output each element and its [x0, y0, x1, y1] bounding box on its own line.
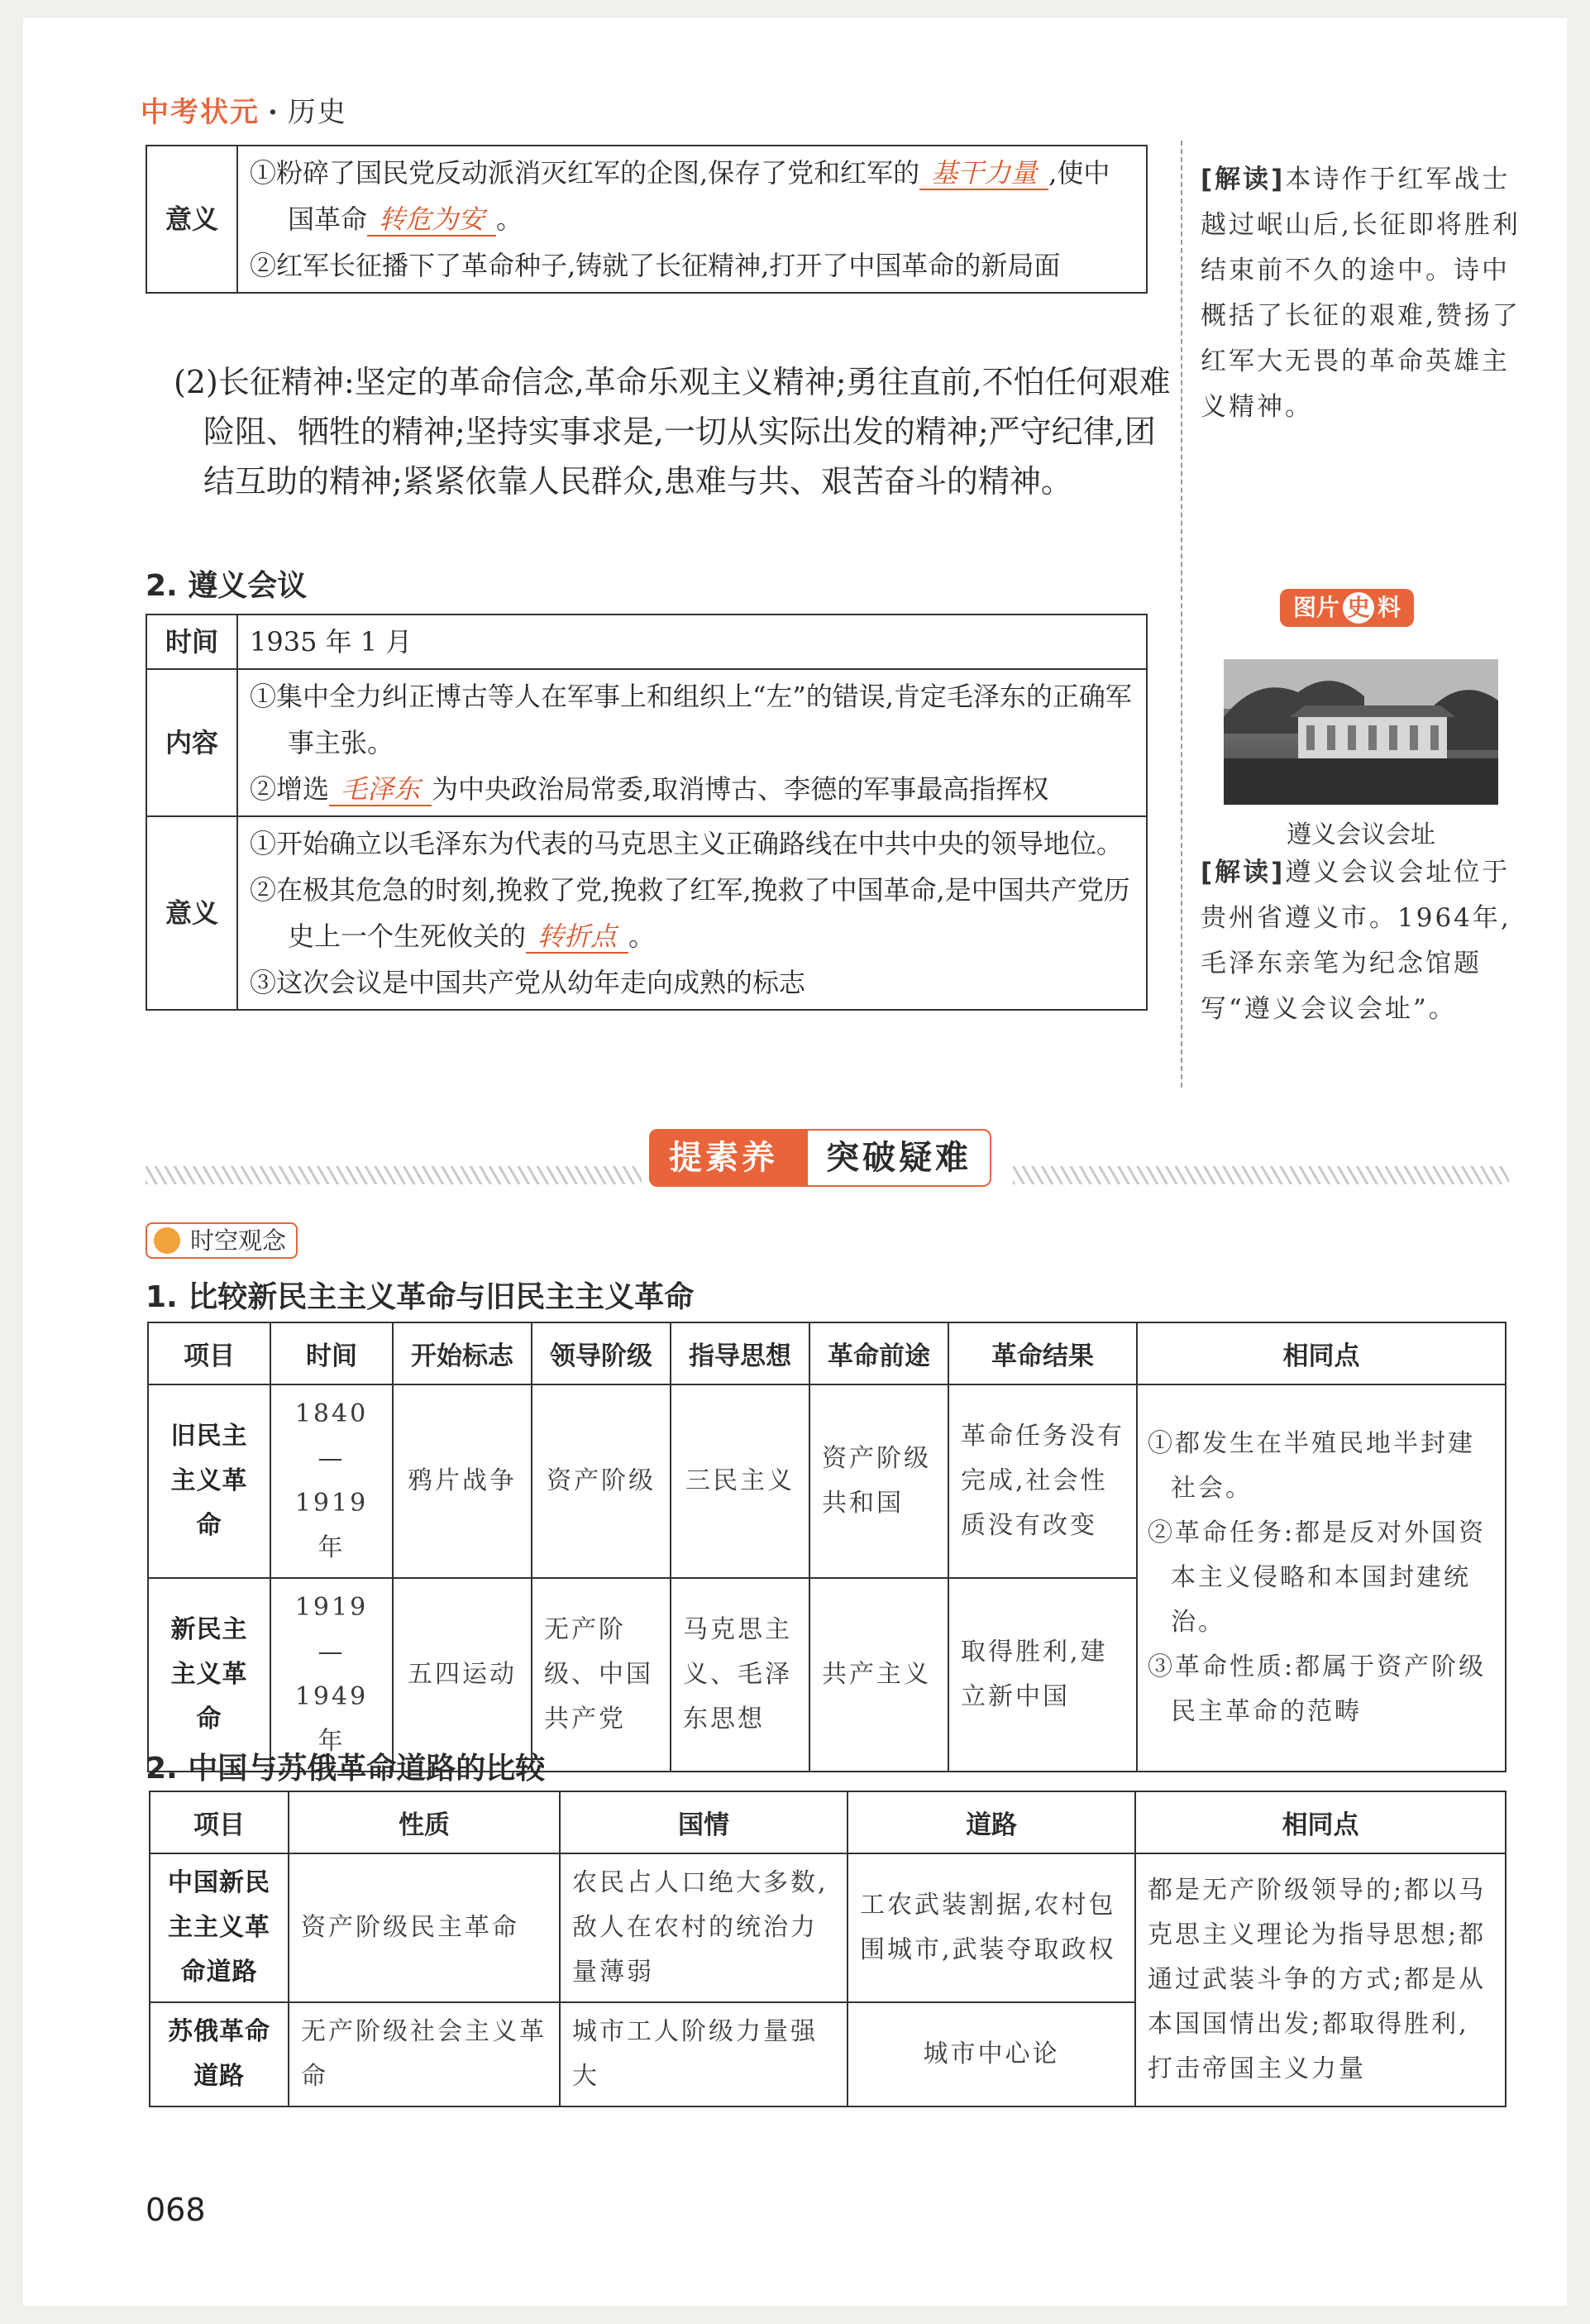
table-cell: 资产阶级共和国	[809, 1384, 948, 1578]
header-separator: ·	[268, 96, 279, 129]
revolution-comparison-table	[147, 1322, 1506, 1772]
table-cell: 无产阶级、中国共产党	[532, 1578, 671, 1772]
common-points-cell	[1137, 1384, 1506, 1772]
column-header: 项目	[150, 1791, 289, 1853]
column-header: 相同点	[1137, 1322, 1506, 1384]
significance-items	[237, 146, 1147, 293]
brand-name: 中考状元	[141, 96, 260, 129]
column-header: 革命前途	[809, 1322, 948, 1384]
long-march-significance-table	[146, 145, 1148, 294]
row-label: 新民主主义革命	[148, 1578, 270, 1772]
table-cell: 城市工人阶级力量强大	[560, 2002, 848, 2106]
common-point-1: ①都发生在半殖民地半封建社会。	[1148, 1429, 1475, 1503]
table-cell: 农民占人口绝大多数,敌人在农村的统治力量薄弱	[560, 1853, 848, 2002]
zunyi-meeting-site-photo	[1224, 659, 1498, 805]
table-cell: 资产阶级民主革命	[289, 1853, 560, 2002]
column-header: 时间	[270, 1322, 393, 1384]
column-header: 国情	[560, 1791, 848, 1853]
column-header: 指导思想	[671, 1322, 809, 1384]
row-label: 旧民主主义革命	[148, 1384, 270, 1578]
revolution-road-comparison-table	[149, 1791, 1506, 2107]
banner-stripe-right	[1013, 1166, 1509, 1184]
banner-stripe-left	[146, 1166, 642, 1184]
header-brand	[141, 89, 347, 130]
sidebar-note-2: [解读]遵义会议会址位于贵州省遵义市。1964年,毛泽东亲笔为纪念馆题写“遵义会议会址”。	[1201, 858, 1511, 1024]
subject-name: 历史	[287, 96, 347, 129]
compare2-heading: 2. 中国与苏俄革命道路的比较	[146, 1752, 546, 1786]
column-header: 相同点	[1135, 1791, 1506, 1853]
table-cell: 工农武装割据,农村包围城市,武装夺取政权	[848, 1853, 1135, 2002]
table-cell: 鸦片战争	[393, 1384, 532, 1578]
zunyi-significance-2: ②在极其危急的时刻,挽救了党,挽救了红军,挽救了中国革命,是中国共产党历史上一个生死攸关的 转折点 。	[288, 867, 1134, 959]
common-point-3: ③革命性质:都属于资产阶级民主革命的范畴	[1148, 1652, 1487, 1726]
table-cell: 资产阶级	[532, 1384, 671, 1578]
table-header-row	[150, 1791, 1506, 1853]
table-cell: 无产阶级社会主义革命	[289, 2002, 560, 2106]
section-tag: 时空观念	[146, 1222, 298, 1259]
banner-label-right: 突破疑难	[806, 1129, 991, 1187]
content-label: 内容	[146, 669, 237, 816]
time-value: 1935 年 1 月	[237, 614, 1147, 669]
zunyi-heading: 2. 遵义会议	[146, 569, 308, 603]
row-label: 意义	[146, 146, 237, 293]
zunyi-significance-1: ①开始确立以毛泽东为代表的马克思主义正确路线在中共中央的领导地位。	[250, 828, 1124, 859]
table-header-row	[148, 1322, 1506, 1384]
common-points-cell: 都是无产阶级领导的;都以马克思主义理论为指导思想;都通过武装斗争的方式;都是从本国国情出发;都取得胜利,打击帝国主义力量	[1135, 1853, 1506, 2106]
pen-icon	[154, 1227, 180, 1254]
compare1-heading: 1. 比较新民主主义革命与旧民主主义革命	[146, 1280, 695, 1314]
table-cell: 共产主义	[809, 1578, 948, 1772]
row-label: 中国新民主主义革命道路	[150, 1853, 289, 2002]
column-header: 革命结果	[948, 1322, 1137, 1384]
column-header: 开始标志	[393, 1322, 532, 1384]
table-cell: 革命任务没有完成,社会性质没有改变	[948, 1384, 1137, 1578]
table-row	[150, 1853, 1506, 2002]
answer-blank: 毛泽东	[329, 773, 432, 806]
sidebar-note-1: [解读]本诗作于红军战士越过岷山后,长征即将胜利结束前不久的途中。诗中概括了长征的艰难,赞扬了红军大无畏的革命英雄主义精神。	[1201, 165, 1521, 422]
content-item-2: ②增选 毛泽东 为中央政治局常委,取消博古、李德的军事最高指挥权	[288, 766, 1134, 812]
page-number: 068	[146, 2192, 206, 2228]
answer-blank: 转危为安	[367, 203, 496, 237]
content-items	[237, 669, 1147, 816]
time-label: 时间	[146, 614, 237, 669]
table-cell: 1919—1949 年	[270, 1578, 393, 1772]
long-march-spirit: (2)长征精神:坚定的革命信念,革命乐观主义精神;勇往直前,不怕任何艰难险阻、牺牲的精神;坚持实事求是,一切从实际出发的精神;严守纪律,团结互助的精神;紧紧依靠人民群众,患难与共、艰苦奋斗的精神。	[174, 364, 1171, 500]
zunyi-table	[146, 614, 1148, 1011]
column-header: 道路	[848, 1791, 1135, 1853]
photo-caption: 遵义会议会址	[1287, 820, 1435, 849]
column-header: 领导阶级	[532, 1322, 671, 1384]
table-cell: 三民主义	[671, 1384, 809, 1578]
note-label: [解读]	[1201, 858, 1286, 887]
column-header: 性质	[289, 1791, 560, 1853]
note-label: [解读]	[1201, 165, 1286, 194]
table-cell: 1840—1919 年	[270, 1384, 393, 1578]
table-cell: 五四运动	[393, 1578, 532, 1772]
table-cell: 城市中心论	[848, 2002, 1135, 2106]
row-label: 苏俄革命道路	[150, 2002, 289, 2106]
answer-blank: 转折点	[526, 921, 628, 954]
zunyi-significance-3: ③这次会议是中国共产党从幼年走向成熟的标志	[250, 967, 806, 998]
table-cell: 马克思主义、毛泽东思想	[671, 1578, 809, 1772]
answer-blank: 基干力量	[919, 157, 1048, 190]
table-row	[148, 1384, 1506, 1578]
sidebar-divider	[1181, 141, 1182, 1088]
significance-item-1: ①粉碎了国民党反动派消灭红军的企图,保存了党和红军的 基干力量 ,使中国革命 转危为安 。	[288, 150, 1134, 242]
banner-label-left: 提素养	[649, 1129, 814, 1187]
zunyi-significance-items	[237, 816, 1147, 1010]
column-header: 项目	[148, 1322, 270, 1384]
significance-label: 意义	[146, 816, 237, 1010]
table-cell: 取得胜利,建立新中国	[948, 1578, 1137, 1772]
picture-source-badge: 图片 史 料	[1280, 589, 1414, 627]
common-point-2: ②革命任务:都是反对外国资本主义侵略和本国封建统治。	[1148, 1518, 1487, 1637]
content-item-1: ①集中全力纠正博古等人在军事上和组织上“左”的错误,肯定毛泽东的正确军事主张。	[250, 681, 1132, 758]
significance-item-2: ②红军长征播下了革命种子,铸就了长征精神,打开了中国革命的新局面	[250, 250, 1061, 281]
